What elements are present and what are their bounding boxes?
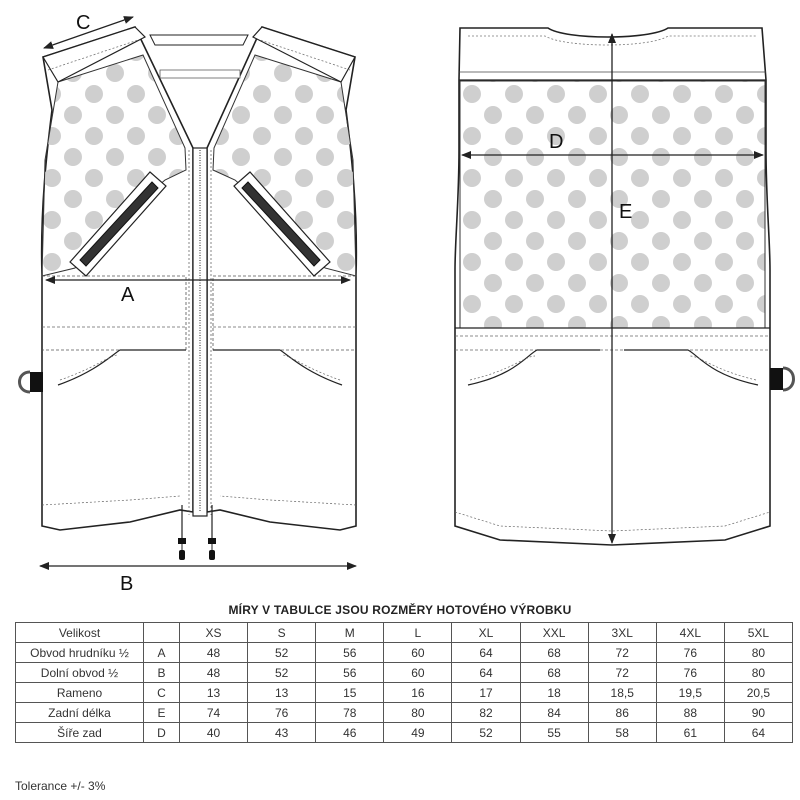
row-name-cell: Dolní obvod ½ — [16, 663, 144, 683]
header-code-cell — [144, 623, 180, 643]
size-header-row — [16, 623, 793, 643]
value-cell: 48 — [180, 643, 248, 663]
value-cell: 15 — [316, 683, 384, 703]
value-cell: 64 — [452, 643, 520, 663]
size-header-cell: 4XL — [656, 623, 724, 643]
row-name-cell: Rameno — [16, 683, 144, 703]
dimension-d-label: D — [549, 131, 564, 153]
row-code-cell: B — [144, 663, 180, 683]
row-code-cell: E — [144, 703, 180, 723]
size-header-cell: XXL — [520, 623, 588, 643]
row-name-cell: Zadní délka — [16, 703, 144, 723]
size-header-cell: 5XL — [724, 623, 792, 643]
value-cell: 13 — [180, 683, 248, 703]
value-cell: 90 — [724, 703, 792, 723]
size-table-title: MÍRY V TABULCE JSOU ROZMĚRY HOTOVÉHO VÝROBKU — [228, 603, 572, 617]
value-cell: 72 — [588, 663, 656, 683]
value-cell: 20,5 — [724, 683, 792, 703]
value-cell: 82 — [452, 703, 520, 723]
size-header-cell: S — [248, 623, 316, 643]
value-cell: 60 — [384, 663, 452, 683]
value-cell: 18,5 — [588, 683, 656, 703]
value-cell: 17 — [452, 683, 520, 703]
row-code-cell: C — [144, 683, 180, 703]
row-name-cell: Šíře zad — [16, 723, 144, 743]
value-cell: 78 — [316, 703, 384, 723]
value-cell: 48 — [180, 663, 248, 683]
row-code-cell: A — [144, 643, 180, 663]
table-row — [16, 703, 793, 723]
row-name-cell: Obvod hrudníku ½ — [16, 643, 144, 663]
dimension-e-label: E — [619, 201, 633, 223]
value-cell: 49 — [384, 723, 452, 743]
value-cell: 64 — [452, 663, 520, 683]
value-cell: 43 — [248, 723, 316, 743]
value-cell: 56 — [316, 643, 384, 663]
value-cell: 76 — [656, 643, 724, 663]
value-cell: 16 — [384, 683, 452, 703]
dimension-a-label: A — [121, 284, 135, 306]
value-cell: 61 — [656, 723, 724, 743]
size-header-cell: M — [316, 623, 384, 643]
value-cell: 84 — [520, 703, 588, 723]
value-cell: 76 — [248, 703, 316, 723]
size-table — [15, 622, 793, 743]
vest-front-view — [20, 12, 357, 595]
value-cell: 86 — [588, 703, 656, 723]
dimension-c-label: C — [76, 12, 91, 34]
value-cell: 88 — [656, 703, 724, 723]
value-cell: 68 — [520, 643, 588, 663]
value-cell: 68 — [520, 663, 588, 683]
value-cell: 52 — [248, 663, 316, 683]
value-cell: 55 — [520, 723, 588, 743]
value-cell: 18 — [520, 683, 588, 703]
size-header-cell: L — [384, 623, 452, 643]
value-cell: 60 — [384, 643, 452, 663]
value-cell: 40 — [180, 723, 248, 743]
value-cell: 56 — [316, 663, 384, 683]
value-cell: 64 — [724, 723, 792, 743]
header-name-cell: Velikost — [16, 623, 144, 643]
row-code-cell: D — [144, 723, 180, 743]
size-header-cell: 3XL — [588, 623, 656, 643]
tolerance-note: Tolerance +/- 3% — [15, 779, 106, 793]
value-cell: 80 — [724, 643, 792, 663]
value-cell: 76 — [656, 663, 724, 683]
table-row — [16, 723, 793, 743]
table-row — [16, 643, 793, 663]
table-row — [16, 663, 793, 683]
value-cell: 74 — [180, 703, 248, 723]
value-cell: 46 — [316, 723, 384, 743]
value-cell: 13 — [248, 683, 316, 703]
dimension-b-label: B — [120, 573, 134, 595]
table-row — [16, 683, 793, 703]
value-cell: 58 — [588, 723, 656, 743]
size-header-cell: XS — [180, 623, 248, 643]
value-cell: 19,5 — [656, 683, 724, 703]
value-cell: 52 — [452, 723, 520, 743]
value-cell: 52 — [248, 643, 316, 663]
value-cell: 72 — [588, 643, 656, 663]
vest-back-view — [455, 28, 794, 545]
size-header-cell: XL — [452, 623, 520, 643]
value-cell: 80 — [724, 663, 792, 683]
value-cell: 80 — [384, 703, 452, 723]
